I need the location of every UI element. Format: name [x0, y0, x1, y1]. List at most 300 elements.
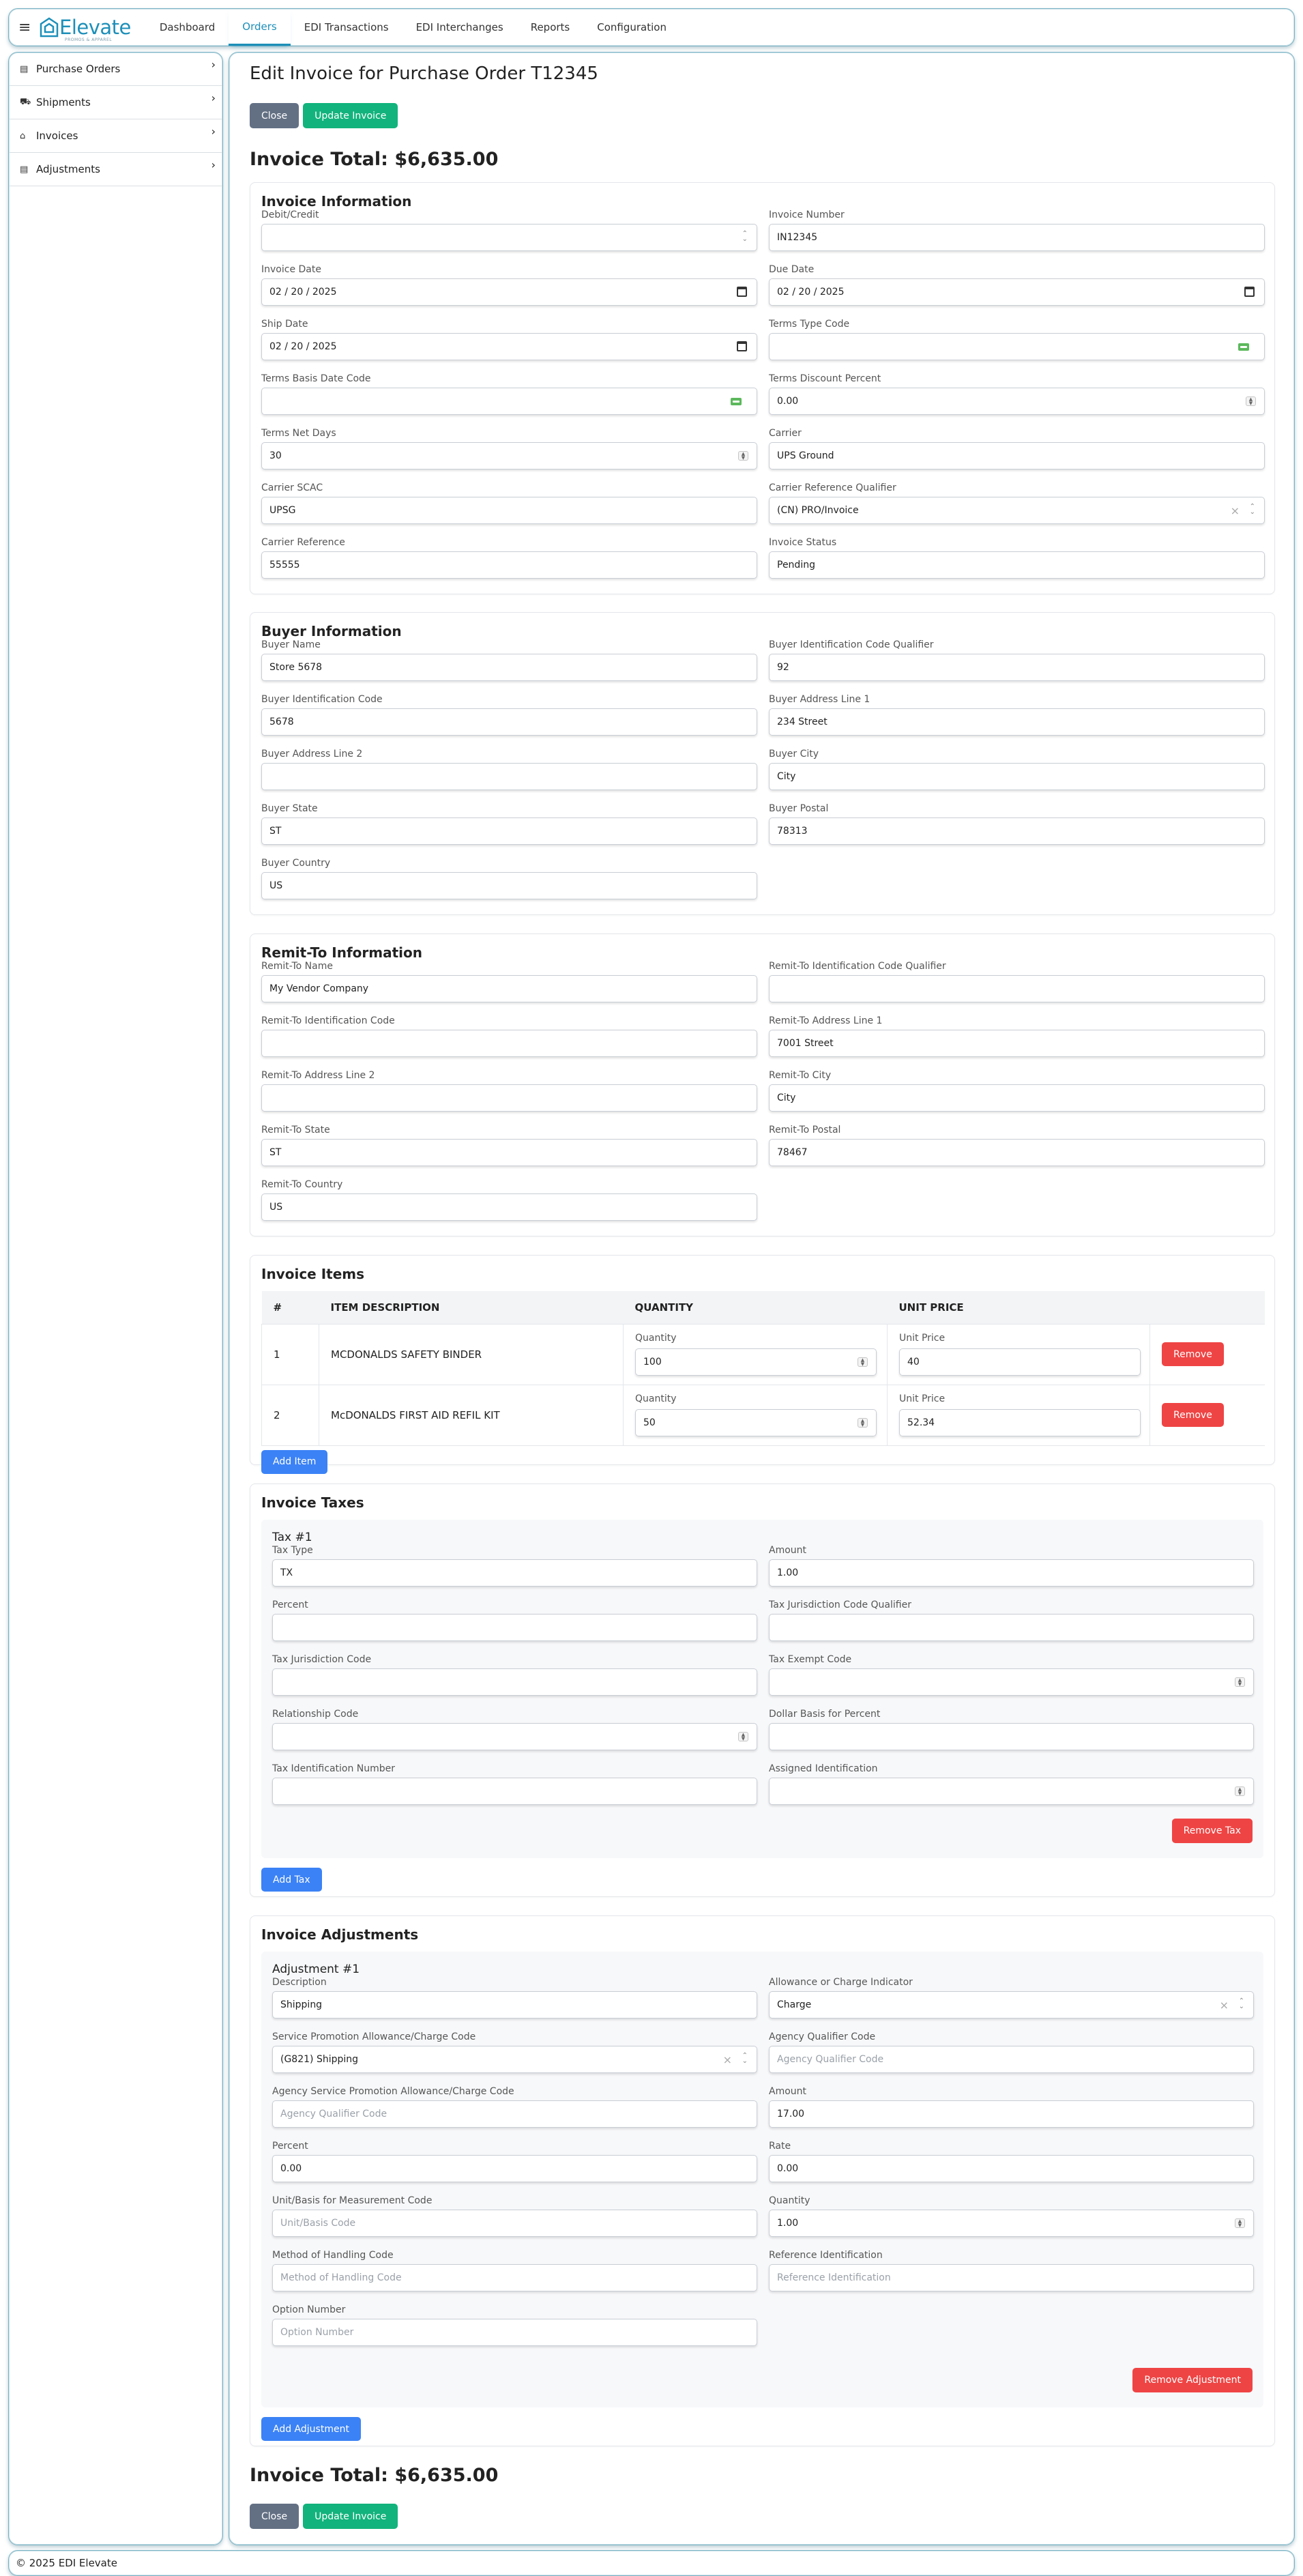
- select-arrows-icon: ⌃ ⌄: [1238, 1997, 1244, 2010]
- remit-to-address-line-1-field: [769, 1015, 1265, 1069]
- nav-edi-transactions[interactable]: EDI Transactions: [304, 21, 389, 33]
- remit-to-identification-code-qualifier-field: [769, 960, 1265, 1015]
- assigned-identification-field: [769, 1763, 1254, 1817]
- tax-type-label: Tax Type: [272, 1545, 313, 1556]
- relationship-code-label: Relationship Code: [272, 1709, 359, 1720]
- terms-net-days-input[interactable]: [261, 442, 757, 469]
- terms-discount-percent-label: Terms Discount Percent: [769, 373, 881, 384]
- buyer-information-fields: [261, 639, 1263, 912]
- item-description: McDONALDS FIRST AID REFIL KIT: [319, 1385, 624, 1445]
- tax-jurisdiction-code-qualifier-input[interactable]: [769, 1614, 1254, 1641]
- percent-label: Percent: [272, 2141, 308, 2152]
- terms-type-code-label: Terms Type Code: [769, 319, 850, 330]
- reference-identification-label: Reference Identification: [769, 2250, 883, 2261]
- invoice-information-title: Invoice Information: [261, 193, 412, 209]
- amount-field: [769, 2085, 1254, 2140]
- terms-discount-percent-field: [769, 373, 1265, 427]
- tax-identification-number-label: Tax Identification Number: [272, 1763, 396, 1774]
- buyer-city-input[interactable]: [769, 763, 1265, 790]
- relationship-code-input[interactable]: [272, 1723, 757, 1750]
- invoice-adjustments-title: Invoice Adjustments: [261, 1926, 419, 1943]
- remit-to-identification-code-label: Remit-To Identification Code: [261, 1015, 395, 1026]
- remit-to-postal-value: 78467: [777, 1147, 808, 1158]
- elevate-logo-icon: [39, 17, 59, 38]
- carrier-reference-qualifier-value: (CN) PRO/Invoice: [777, 505, 859, 516]
- tax-jurisdiction-code-qualifier-label: Tax Jurisdiction Code Qualifier: [769, 1600, 911, 1610]
- remit-to-state-field: [261, 1124, 757, 1178]
- percent-input[interactable]: [272, 2155, 757, 2182]
- close-button[interactable]: Close: [250, 103, 299, 128]
- add-adjustment-button[interactable]: Add Adjustment: [261, 2417, 361, 2441]
- buyer-address-line-2-label: Buyer Address Line 2: [261, 749, 363, 759]
- carrier-value: UPS Ground: [777, 450, 834, 461]
- unit-price-input[interactable]: [899, 1409, 1141, 1436]
- close-button[interactable]: Close: [250, 2504, 299, 2529]
- buyer-identification-code-qualifier-field: [769, 639, 1265, 693]
- top-actions: [250, 103, 1274, 128]
- ship-date-field: [261, 318, 757, 373]
- buyer-postal-value: 78313: [777, 826, 808, 837]
- quantity-value: 100: [643, 1357, 662, 1367]
- item-actions-cell: [1150, 1324, 1265, 1385]
- quantity-input[interactable]: [769, 2210, 1254, 2237]
- invoice-taxes-title: Invoice Taxes: [261, 1494, 364, 1511]
- method-of-handling-code-label: Method of Handling Code: [272, 2250, 394, 2261]
- ship-date-input[interactable]: [261, 333, 757, 360]
- invoice-date-value: 02 / 20 / 2025: [269, 287, 337, 298]
- chevron-right-icon: ›: [211, 58, 216, 71]
- calendar-icon[interactable]: [1244, 287, 1255, 297]
- buyer-address-line-1-input[interactable]: [769, 708, 1265, 736]
- amount-field: [769, 1544, 1254, 1599]
- remove-item-button[interactable]: Remove: [1162, 1403, 1224, 1427]
- due-date-input[interactable]: [769, 278, 1265, 306]
- remit-to-name-field: [261, 960, 757, 1015]
- column-header-actions: [1150, 1291, 1265, 1324]
- rate-label: Rate: [769, 2141, 791, 2152]
- remove-tax-button[interactable]: Remove Tax: [1172, 1819, 1253, 1843]
- buyer-information-title: Buyer Information: [261, 623, 402, 639]
- option-number-label: Option Number: [272, 2304, 346, 2315]
- buyer-country-field: [261, 857, 757, 912]
- carrier-input[interactable]: [769, 442, 1265, 469]
- terms-type-code-input[interactable]: [769, 333, 1265, 360]
- spinner-icon[interactable]: ▲ ▼: [1235, 2218, 1245, 2228]
- invoice-items-table: [261, 1291, 1265, 1446]
- select-arrows-icon: ⌃ ⌄: [742, 2052, 748, 2065]
- description-input[interactable]: [272, 1991, 757, 2018]
- unit-price-input[interactable]: [899, 1348, 1141, 1376]
- remit-to-information-card: [250, 934, 1275, 1236]
- buyer-name-value: Store 5678: [269, 662, 323, 673]
- agency-service-promotion-allowance-charge-code-input[interactable]: [272, 2100, 757, 2128]
- remit-to-address-line-2-field: [261, 1069, 757, 1124]
- nav-configuration[interactable]: Configuration: [597, 21, 667, 33]
- allowance-or-charge-indicator-field: [769, 1976, 1254, 2031]
- allowance-or-charge-indicator-value: Charge: [777, 1999, 812, 2010]
- agency-qualifier-code-field: [769, 2031, 1254, 2085]
- file-icon: ▤: [20, 63, 29, 74]
- remove-item-button[interactable]: Remove: [1162, 1342, 1224, 1366]
- percent-field: [272, 1599, 757, 1653]
- sidebar-item-label: Shipments: [36, 96, 91, 108]
- carrier-reference-input[interactable]: [261, 551, 757, 579]
- remit-to-identification-code-field: [261, 1015, 757, 1069]
- bottom-buttons: [250, 2504, 498, 2529]
- item-number: 2: [262, 1385, 319, 1445]
- debit-credit-field: [261, 209, 757, 263]
- option-number-field: [272, 2304, 757, 2358]
- buyer-state-field: [261, 802, 757, 857]
- option-number-value: Option Number: [280, 2327, 354, 2338]
- table-header-row: [262, 1291, 1265, 1324]
- percent-value: 0.00: [280, 2163, 302, 2174]
- footer-copyright: © 2025 EDI Elevate: [16, 2557, 117, 2569]
- remit-to-address-line-1-input[interactable]: [769, 1030, 1265, 1057]
- tax-identification-number-field: [272, 1763, 757, 1817]
- sidebar-item-label: Invoices: [36, 130, 78, 142]
- buyer-address-line-1-field: [769, 693, 1265, 748]
- tax-fields: [272, 1544, 1253, 1817]
- invoice-status-value: Pending: [777, 560, 815, 570]
- footer: [8, 2550, 1295, 2576]
- quantity-label: Quantity: [635, 1333, 677, 1344]
- bottom-actions: [250, 2465, 498, 2529]
- invoice-items-card: [250, 1255, 1275, 1465]
- amount-input[interactable]: [769, 1559, 1254, 1587]
- invoice-total: Invoice Total: $6,635.00: [250, 149, 499, 170]
- select-arrows-icon: ⌃ ⌄: [742, 230, 748, 243]
- tax-exempt-code-input[interactable]: [769, 1668, 1254, 1696]
- carrier-reference-value: 55555: [269, 560, 300, 570]
- remit-to-name-value: My Vendor Company: [269, 983, 369, 994]
- spinner-icon[interactable]: ▲ ▼: [1235, 1786, 1245, 1796]
- column-header-number: #: [262, 1291, 319, 1324]
- top-navbar: [8, 8, 1295, 46]
- reference-identification-value: Reference Identification: [777, 2272, 891, 2283]
- method-of-handling-code-field: [272, 2249, 757, 2304]
- quantity-value: 50: [643, 1417, 656, 1428]
- assigned-identification-input[interactable]: [769, 1778, 1254, 1805]
- quantity-field: [769, 2195, 1254, 2249]
- quantity-value: 1.00: [777, 2218, 799, 2229]
- item-number: 1: [262, 1324, 319, 1385]
- buyer-address-line-2-input[interactable]: [261, 763, 757, 790]
- debit-credit-label: Debit/Credit: [261, 209, 319, 220]
- buyer-state-value: ST: [269, 826, 282, 837]
- percent-input[interactable]: [272, 1614, 757, 1641]
- logo-text: Elevate: [59, 16, 131, 39]
- percent-label: Percent: [272, 1600, 308, 1610]
- carrier-reference-field: [261, 536, 757, 591]
- update-invoice-button[interactable]: Update Invoice: [303, 2504, 398, 2529]
- buyer-name-field: [261, 639, 757, 693]
- description-value: Shipping: [280, 1999, 323, 2010]
- tax-jurisdiction-code-field: [272, 1653, 757, 1708]
- reference-identification-input[interactable]: [769, 2264, 1254, 2291]
- tax-jurisdiction-code-label: Tax Jurisdiction Code: [272, 1654, 372, 1665]
- tax-identification-number-input[interactable]: [272, 1778, 757, 1805]
- main-content: [229, 52, 1295, 2545]
- remit-to-city-value: City: [777, 1092, 796, 1103]
- item-description: MCDONALDS SAFETY BINDER: [319, 1324, 624, 1385]
- remit-to-name-input[interactable]: [261, 975, 757, 1002]
- remit-to-postal-field: [769, 1124, 1265, 1178]
- item-actions-cell: [1150, 1385, 1265, 1445]
- buyer-identification-code-label: Buyer Identification Code: [261, 694, 383, 705]
- buyer-identification-code-qualifier-value: 92: [777, 662, 789, 673]
- buyer-country-label: Buyer Country: [261, 858, 331, 869]
- remit-to-address-line-2-input[interactable]: [261, 1084, 757, 1112]
- truck-icon: ⛟: [20, 96, 31, 107]
- buyer-identification-code-input[interactable]: [261, 708, 757, 736]
- carrier-field: [769, 427, 1265, 482]
- service-promotion-allowance-charge-code-input[interactable]: [272, 2046, 757, 2073]
- buyer-country-input[interactable]: [261, 872, 757, 899]
- due-date-value: 02 / 20 / 2025: [777, 287, 845, 298]
- select-arrows-icon: ⌃ ⌄: [1249, 503, 1255, 516]
- remit-to-identification-code-qualifier-input[interactable]: [769, 975, 1265, 1002]
- invoice-status-field: [769, 536, 1265, 591]
- table-row: [262, 1385, 1265, 1445]
- tax-jurisdiction-code-qualifier-field: [769, 1599, 1254, 1653]
- remove-adjustment-button[interactable]: Remove Adjustment: [1132, 2368, 1253, 2392]
- invoice-adjustments-card: [250, 1915, 1275, 2446]
- agency-qualifier-code-label: Agency Qualifier Code: [769, 2031, 876, 2042]
- unit-basis-for-measurement-code-label: Unit/Basis for Measurement Code: [272, 2195, 433, 2206]
- unit-price-value: 40: [907, 1357, 920, 1367]
- remit-to-postal-label: Remit-To Postal: [769, 1125, 841, 1135]
- invoice-taxes-card: [250, 1484, 1275, 1897]
- remit-to-country-value: US: [269, 1202, 283, 1213]
- nav-dashboard[interactable]: Dashboard: [159, 21, 216, 33]
- buyer-address-line-1-label: Buyer Address Line 1: [769, 694, 870, 705]
- tax-type-input[interactable]: [272, 1559, 757, 1587]
- due-date-label: Due Date: [769, 264, 815, 275]
- dollar-basis-for-percent-label: Dollar Basis for Percent: [769, 1709, 881, 1720]
- sidebar-item-shipments[interactable]: [9, 86, 222, 119]
- invoice-status-label: Invoice Status: [769, 537, 837, 548]
- tax-jurisdiction-code-input[interactable]: [272, 1668, 757, 1696]
- item-price-cell: [888, 1324, 1150, 1385]
- agency-service-promotion-allowance-charge-code-value: Agency Qualifier Code: [280, 2109, 387, 2119]
- debit-credit-input[interactable]: [261, 224, 757, 251]
- method-of-handling-code-value: Method of Handling Code: [280, 2272, 402, 2283]
- invoice-date-label: Invoice Date: [261, 264, 321, 275]
- carrier-scac-input[interactable]: [261, 497, 757, 524]
- buyer-state-input[interactable]: [261, 817, 757, 845]
- carrier-label: Carrier: [769, 428, 802, 439]
- allowance-or-charge-indicator-label: Allowance or Charge Indicator: [769, 1977, 913, 1988]
- service-promotion-allowance-charge-code-label: Service Promotion Allowance/Charge Code: [272, 2031, 476, 2042]
- terms-basis-date-code-input[interactable]: [261, 388, 757, 415]
- remit-to-identification-code-qualifier-label: Remit-To Identification Code Qualifier: [769, 961, 946, 972]
- sidebar-item-label: Purchase Orders: [36, 63, 121, 75]
- terms-discount-percent-input[interactable]: [769, 388, 1265, 415]
- rate-field: [769, 2140, 1254, 2195]
- buyer-name-input[interactable]: [261, 654, 757, 681]
- spinner-icon[interactable]: ▲ ▼: [858, 1418, 868, 1428]
- item-price-cell: [888, 1385, 1150, 1445]
- remit-to-city-label: Remit-To City: [769, 1070, 832, 1081]
- amount-value: 1.00: [777, 1567, 799, 1578]
- remit-to-postal-input[interactable]: [769, 1139, 1265, 1166]
- buyer-city-label: Buyer City: [769, 749, 819, 759]
- item-quantity-cell: [624, 1324, 888, 1385]
- invoice-date-input[interactable]: [261, 278, 757, 306]
- remit-to-country-field: [261, 1178, 757, 1233]
- sidebar-item-purchase-orders[interactable]: [9, 53, 222, 86]
- add-item-button[interactable]: Add Item: [261, 1450, 327, 1474]
- amount-input[interactable]: [769, 2100, 1254, 2128]
- buyer-address-line-2-field: [261, 748, 757, 802]
- invoice-items-title: Invoice Items: [261, 1266, 365, 1282]
- terms-basis-date-code-field: [261, 373, 757, 427]
- buyer-identification-code-qualifier-input[interactable]: [769, 654, 1265, 681]
- nav-reports[interactable]: Reports: [530, 21, 570, 33]
- remit-to-address-line-1-label: Remit-To Address Line 1: [769, 1015, 883, 1026]
- reference-identification-field: [769, 2249, 1254, 2304]
- clear-icon[interactable]: ×: [1219, 1999, 1229, 2012]
- password-manager-icon[interactable]: [1238, 343, 1249, 351]
- quantity-input[interactable]: [635, 1348, 877, 1376]
- tax-exempt-code-field: [769, 1653, 1254, 1708]
- update-invoice-button[interactable]: Update Invoice: [303, 103, 398, 128]
- service-promotion-allowance-charge-code-field: [272, 2031, 757, 2085]
- method-of-handling-code-input[interactable]: [272, 2264, 757, 2291]
- buyer-state-label: Buyer State: [261, 803, 318, 814]
- sidebar-item-invoices[interactable]: [9, 119, 222, 153]
- remit-to-country-input[interactable]: [261, 1193, 757, 1221]
- page-title: Edit Invoice for Purchase Order T12345: [250, 63, 598, 84]
- buyer-postal-input[interactable]: [769, 817, 1265, 845]
- remit-to-information-fields: [261, 960, 1263, 1233]
- remit-to-identification-code-input[interactable]: [261, 1030, 757, 1057]
- nav-orders[interactable]: Orders: [229, 9, 290, 46]
- sidebar-item-adjustments[interactable]: [9, 153, 222, 186]
- terms-net-days-value: 30: [269, 450, 282, 461]
- relationship-code-field: [272, 1708, 757, 1763]
- buyer-city-value: City: [777, 771, 796, 782]
- amount-value: 17.00: [777, 2109, 805, 2119]
- remit-to-city-field: [769, 1069, 1265, 1124]
- rate-value: 0.00: [777, 2163, 799, 2174]
- invoice-number-input[interactable]: [769, 224, 1265, 251]
- tax-type-value: TX: [280, 1567, 293, 1578]
- service-promotion-allowance-charge-code-value: (G821) Shipping: [280, 2054, 359, 2065]
- item-quantity-cell: [624, 1385, 888, 1445]
- buyer-identification-code-qualifier-label: Buyer Identification Code Qualifier: [769, 639, 934, 650]
- spinner-icon[interactable]: ▲ ▼: [858, 1357, 868, 1367]
- dollar-basis-for-percent-input[interactable]: [769, 1723, 1254, 1750]
- chevron-right-icon: ›: [211, 125, 216, 138]
- hamburger-menu-icon[interactable]: ≡: [18, 18, 31, 36]
- invoice-number-value: IN12345: [777, 232, 818, 243]
- sidebar: [8, 52, 223, 2545]
- terms-basis-date-code-label: Terms Basis Date Code: [261, 373, 371, 384]
- rate-input[interactable]: [769, 2155, 1254, 2182]
- chevron-right-icon: ›: [211, 91, 216, 104]
- terms-net-days-field: [261, 427, 757, 482]
- password-manager-icon[interactable]: [731, 398, 742, 405]
- quantity-input[interactable]: [635, 1409, 877, 1436]
- carrier-scac-field: [261, 482, 757, 536]
- assigned-identification-label: Assigned Identification: [769, 1763, 878, 1774]
- nav-edi-interchanges[interactable]: EDI Interchanges: [415, 21, 503, 33]
- tax-exempt-code-label: Tax Exempt Code: [769, 1654, 852, 1665]
- remit-to-state-input[interactable]: [261, 1139, 757, 1166]
- agency-service-promotion-allowance-charge-code-label: Agency Service Promotion Allowance/Charge Code: [272, 2086, 514, 2097]
- quantity-label: Quantity: [769, 2195, 810, 2206]
- unit-basis-for-measurement-code-value: Unit/Basis Code: [280, 2218, 356, 2229]
- carrier-reference-label: Carrier Reference: [261, 537, 345, 548]
- adjustment-entry: [261, 1952, 1263, 2407]
- invoice-number-label: Invoice Number: [769, 209, 845, 220]
- logo[interactable]: [39, 16, 131, 42]
- invoice-information-card: [250, 182, 1275, 594]
- terms-type-code-field: [769, 318, 1265, 373]
- clear-icon[interactable]: ×: [1230, 504, 1240, 517]
- terms-net-days-label: Terms Net Days: [261, 428, 336, 439]
- unit-price-value: 52.34: [907, 1417, 935, 1428]
- add-tax-button[interactable]: Add Tax: [261, 1868, 322, 1892]
- spinner-icon[interactable]: ▲ ▼: [738, 451, 748, 461]
- carrier-scac-value: UPSG: [269, 505, 296, 516]
- column-header-unit-price: UNIT PRICE: [888, 1291, 1150, 1324]
- allowance-or-charge-indicator-input[interactable]: [769, 1991, 1254, 2018]
- remit-to-country-label: Remit-To Country: [261, 1179, 343, 1190]
- calendar-icon[interactable]: [737, 341, 747, 351]
- unit-price-label: Unit Price: [899, 1333, 946, 1344]
- unit-basis-for-measurement-code-input[interactable]: [272, 2210, 757, 2237]
- spinner-icon[interactable]: ▲ ▼: [1235, 1677, 1245, 1687]
- tax-entry-title: Tax #1: [272, 1531, 312, 1544]
- invoice-date-field: [261, 263, 757, 318]
- buyer-identification-code-field: [261, 693, 757, 748]
- invoice-status-input[interactable]: [769, 551, 1265, 579]
- clear-icon[interactable]: ×: [722, 2053, 732, 2066]
- remit-to-city-input[interactable]: [769, 1084, 1265, 1112]
- ship-date-label: Ship Date: [261, 319, 308, 330]
- buyer-identification-code-value: 5678: [269, 717, 294, 727]
- invoice-total-bottom: Invoice Total: $6,635.00: [250, 2465, 499, 2486]
- agency-service-promotion-allowance-charge-code-field: [272, 2085, 757, 2140]
- description-field: [272, 1976, 757, 2031]
- unit-basis-for-measurement-code-field: [272, 2195, 757, 2249]
- file-icon: ▤: [20, 164, 29, 175]
- buyer-city-field: [769, 748, 1265, 802]
- remit-to-address-line-2-label: Remit-To Address Line 2: [261, 1070, 375, 1081]
- option-number-input[interactable]: [272, 2319, 757, 2346]
- carrier-reference-qualifier-label: Carrier Reference Qualifier: [769, 482, 896, 493]
- amount-label: Amount: [769, 2086, 807, 2097]
- ship-date-value: 02 / 20 / 2025: [269, 341, 337, 352]
- invoice-information-fields: [261, 209, 1263, 591]
- agency-qualifier-code-input[interactable]: [769, 2046, 1254, 2073]
- spinner-icon[interactable]: ▲ ▼: [1246, 396, 1256, 406]
- remit-to-address-line-1-value: 7001 Street: [777, 1038, 834, 1049]
- table-row: [262, 1324, 1265, 1385]
- carrier-reference-qualifier-input[interactable]: [769, 497, 1265, 524]
- spinner-icon[interactable]: ▲ ▼: [738, 1732, 748, 1741]
- calendar-icon[interactable]: [737, 287, 747, 297]
- terms-discount-percent-value: 0.00: [777, 396, 799, 407]
- logo-subtext: PROMOS & APPAREL: [65, 38, 113, 42]
- buyer-country-value: US: [269, 880, 283, 891]
- remit-to-state-label: Remit-To State: [261, 1125, 330, 1135]
- adjustment-fields: [272, 1976, 1253, 2358]
- due-date-field: [769, 263, 1265, 318]
